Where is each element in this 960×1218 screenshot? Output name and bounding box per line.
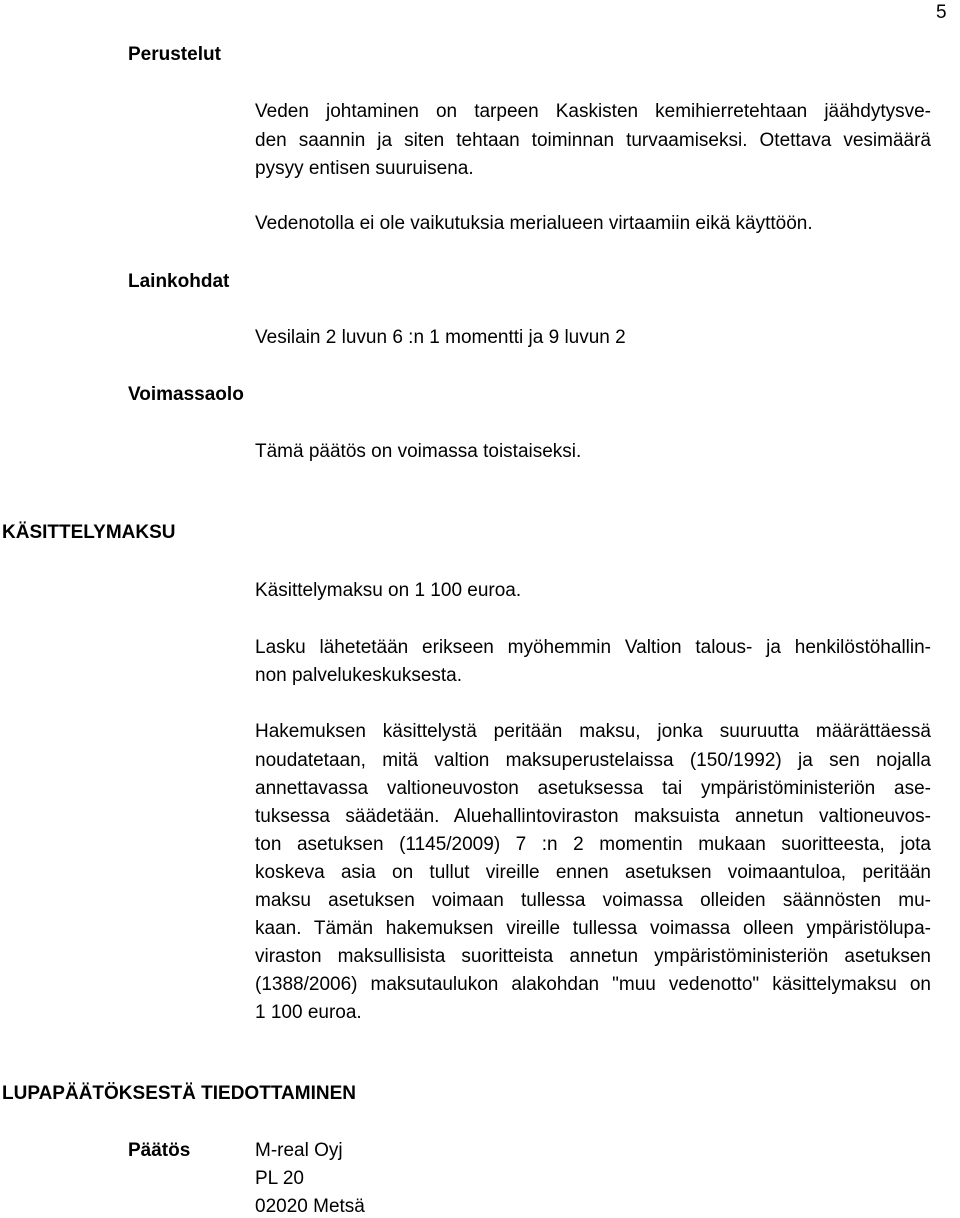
- address-line: PL 20: [255, 1168, 304, 1189]
- text-line: den saannin ja siten tehtaan toiminnan turvaamiseksi. Otettava vesimäärä: [255, 130, 931, 151]
- kasittelymaksu-heading: KÄSITTELYMAKSU: [2, 522, 176, 543]
- paatos-label: Päätös: [128, 1140, 191, 1161]
- text-line: kaan. Tämän hakemuksen vireille tullessa voimassa olleen ympäristölupa-: [255, 918, 931, 939]
- kasittelymaksu-amount: Käsittelymaksu on 1 100 euroa.: [255, 580, 522, 601]
- lainkohdat-label: Lainkohdat: [128, 271, 230, 292]
- voimassaolo-text: Tämä päätös on voimassa toistaiseksi.: [255, 441, 582, 462]
- text-line: maksu asetuksen voimaan tullessa voimassa olleiden säännösten mu-: [255, 890, 931, 911]
- perustelut-paragraph-2: Vedenotolla ei ole vaikutuksia merialueen virtaamiin eikä käyttöön.: [255, 213, 813, 234]
- tiedottaminen-heading: LUPAPÄÄTÖKSESTÄ TIEDOTTAMINEN: [2, 1083, 356, 1104]
- voimassaolo-label: Voimassaolo: [128, 384, 244, 405]
- text-line: noudatetaan, mitä valtion maksuperustelaissa (150/1992) ja sen nojalla: [255, 750, 931, 771]
- text-line: Lasku lähetetään erikseen myöhemmin Valtion talous- ja henkilöstöhallin-: [255, 637, 931, 658]
- text-line: Hakemuksen käsittelystä peritään maksu, jonka suuruutta määrättäessä: [255, 721, 931, 742]
- perustelut-label: Perustelut: [128, 44, 221, 65]
- text-line: Veden johtaminen on tarpeen Kaskisten kemihierretehtaan jäähdytysve-: [255, 101, 931, 122]
- address-line: M-real Oyj: [255, 1140, 343, 1161]
- text-line: ton asetuksen (1145/2009) 7 :n 2 momentin mukaan suoritteesta, jota: [255, 834, 931, 855]
- page-number: 5: [936, 2, 947, 23]
- text-line: koskeva asia on tullut vireille ennen asetuksen voimaantuloa, peritään: [255, 862, 931, 883]
- text-line: non palvelukeskuksesta.: [255, 665, 463, 686]
- text-line: pysyy entisen suuruisena.: [255, 158, 474, 179]
- text-line: 1 100 euroa.: [255, 1002, 362, 1023]
- text-line: (1388/2006) maksutaulukon alakohdan "muu vedenotto" käsittelymaksu on: [255, 974, 931, 995]
- lainkohdat-text: Vesilain 2 luvun 6 :n 1 momentti ja 9 luvun 2: [255, 327, 626, 348]
- text-line: tuksessa säädetään. Aluehallintoviraston maksuista annetun valtioneuvos-: [255, 806, 931, 827]
- text-line: annettavassa valtioneuvoston asetuksessa tai ympäristöministeriön ase-: [255, 778, 931, 799]
- text-line: viraston maksullisista suoritteista annetun ympäristöministeriön asetuksen: [255, 946, 931, 967]
- address-line: 02020 Metsä: [255, 1196, 365, 1217]
